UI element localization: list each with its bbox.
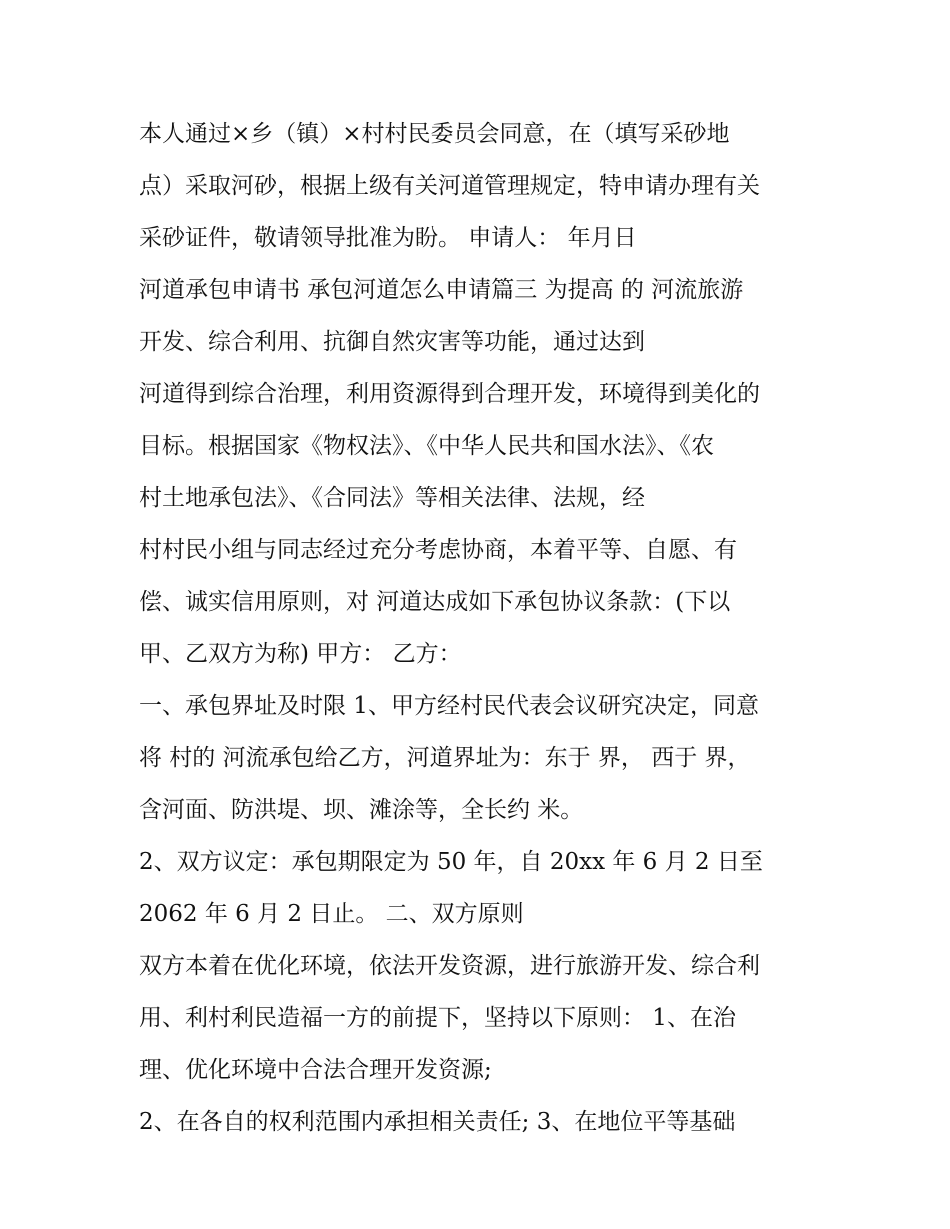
paragraph-line: 本人通过×乡（镇）×村村民委员会同意，在（填写采砂地 [139,121,730,147]
paragraph-line: 采砂证件，敬请领导批准为盼。 申请人： 年月日 [139,225,637,251]
paragraph-line: 2、在各自的权利范围内承担相关责任; 3、在地位平等基础 [139,1109,736,1135]
paragraph-line: 村村民小组与同志经过充分考虑协商，本着平等、自愿、有 [139,537,737,563]
paragraph-line: 含河面、防洪堤、坝、滩涂等，全长约 米。 [139,797,584,823]
paragraph-line: 一、承包界址及时限 1、甲方经村民代表会议研究决定，同意 [139,693,759,719]
paragraph-line: 用、利村利民造福一方的前提下，坚持以下原则： 1、在治 [139,1005,736,1031]
paragraph-line: 偿、诚实信用原则，对 河道达成如下承包协议条款：(下以 [139,589,731,615]
paragraph-line: 河道得到综合治理，利用资源得到合理开发，环境得到美化的 [139,381,760,407]
paragraph-line: 点）采取河砂，根据上级有关河道管理规定，特申请办理有关 [139,173,760,199]
paragraph-line: 开发、综合利用、抗御自然灾害等功能，通过达到 [139,329,645,355]
paragraph-line: 村土地承包法》、《合同法》等相关法律、法规，经 [139,485,645,511]
paragraph-line: 将 村的 河流承包给乙方，河道界址为：东于 界， 西于 界， [139,745,751,771]
paragraph-line: 2、双方议定：承包期限定为 50 年，自 20xx 年 6 月 2 日至 [139,849,763,875]
document-body [139,108,829,1148]
paragraph-line: 目标。根据国家《物权法》、《中华人民共和国水法》、《农 [139,433,714,459]
paragraph-line: 2062 年 6 月 2 日止。 二、双方原则 [139,901,524,927]
paragraph-line: 理、优化环境中合法合理开发资源; [139,1057,492,1083]
paragraph-line: 甲、乙双方为称) 甲方： 乙方： [139,641,462,667]
paragraph-line: 河道承包申请书 承包河道怎么申请篇三 为提高 的 河流旅游 [139,277,744,303]
paragraph-line: 双方本着在优化环境，依法开发资源，进行旅游开发、综合利 [139,953,760,979]
